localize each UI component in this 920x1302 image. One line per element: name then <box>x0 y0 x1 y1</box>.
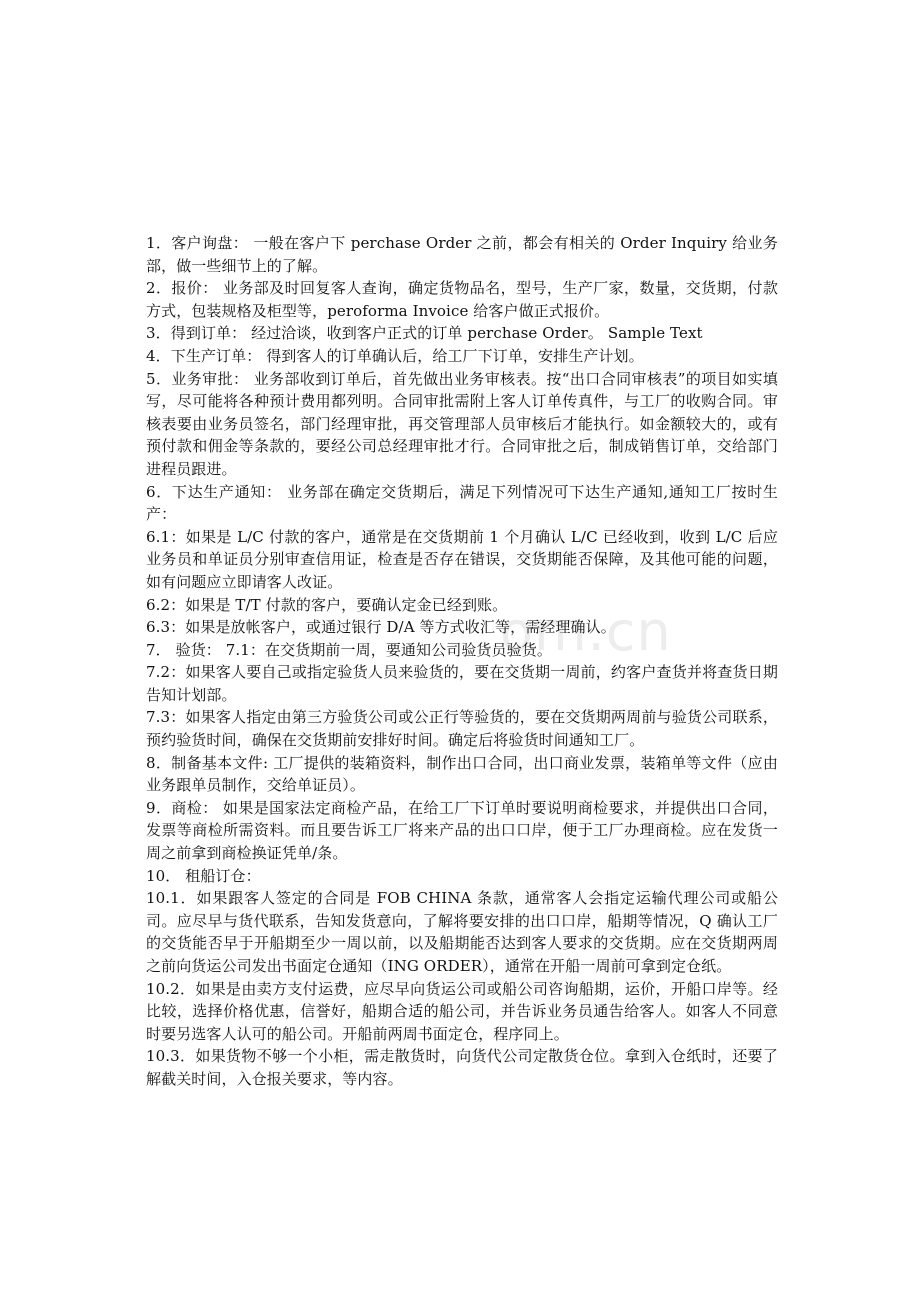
paragraph-7-inspection: 7． 验货： 7.1：在交货期前一周，要通知公司验货员验货。 <box>146 640 552 659</box>
paragraph-10-3-lcl: 10.3．如果货物不够一个小柜，需走散货时，向货代公司定散货仓位。拿到入仓纸时，还要了解截关时间，入仓报关要求，等内容。 <box>146 1047 778 1088</box>
watermark: om.cn <box>500 600 672 663</box>
document-body <box>146 232 778 1091</box>
paragraph-8-documents: 8．制备基本文件: 工厂提供的装箱资料，制作出口合同，出口商业发票，装箱单等文件（应由业务跟单员制作，交给单证员）。 <box>146 753 778 795</box>
paragraph-5-business-approval: 5．业务审批： 业务部收到订单后，首先做出业务审核表。按“出口合同审核表”的项目如实填写，尽可能将各种预计费用都列明。合同审批需附上客人订单传真件，与工厂的收购合同。审核表要由业务员签名，部门经理审批，再交管理部人员审核后才能执行。如金额较大的，或有预付款和佣金等条款的，要经公司总经理审批才行。合同审批之后，制成销售订单，交给部门进程员跟进。 <box>146 369 778 478</box>
paragraph-3-order-received: 3．得到订单： 经过洽谈，收到客户正式的订单 perchase Order。 Sample Text <box>146 324 703 343</box>
paragraph-1-customer-inquiry: 1．客户询盘： 一般在客户下 perchase Order 之前，都会有相关的 Order Inquiry 给业务部，做一些细节上的了解。 <box>146 234 778 275</box>
paragraph-2-quotation: 2．报价： 业务部及时回复客人查询，确定货物品名，型号，生产厂家，数量，交货期，付款方式，包装规格及柜型等，peroforma Invoice 给客户做正式报价。 <box>146 279 778 320</box>
paragraph-10-2-seller-freight: 10.2．如果是由卖方支付运费，应尽早向货运公司或船公司咨询船期，运价，开船口岸等。经比较，选择价格优惠，信誉好，船期合适的船公司，并告诉业务员通告给客人。如客人不同意时要另选客人认可的船公司。开船前两周书面定仓，程序同上。 <box>146 979 778 1043</box>
paragraph-7-2-customer-inspection: 7.2：如果客人要自己或指定验货人员来验货的，要在交货期一周前，约客户查货并将查货日期告知计划部。 <box>146 663 778 704</box>
paragraph-6-1-lc-payment: 6.1：如果是 L/C 付款的客户，通常是在交货期前 1 个月确认 L/C 已经收到，收到 L/C 后应业务员和单证员分别审查信用证，检查是否存在错误，交货期能否保障，及其他可能的问题，如有问题应立即请客人改证。 <box>146 527 778 591</box>
paragraph-6-production-notice: 6．下达生产通知： 业务部在确定交货期后，满足下列情况可下达生产通知,通知工厂按时生产： <box>146 482 778 524</box>
paragraph-4-production-order: 4．下生产订单： 得到客人的订单确认后，给工厂下订单，安排生产计划。 <box>146 346 644 365</box>
paragraph-10-1-fob: 10.1．如果跟客人签定的合同是 FOB CHINA 条款，通常客人会指定运输代理公司或船公司。应尽早与货代联系，告知发货意向，了解将要安排的出口口岸，船期等情况，Q 确认工厂的交货能否早于开船期至少一周以前，以及船期能否达到客人要求的交货期。应在交货期两周之前向货运公司发出书面定仓通知（ING ORDER），通常在开船一周前可拿到定仓纸。 <box>146 889 778 975</box>
paragraph-7-3-third-party-inspection: 7.3：如果客人指定由第三方验货公司或公正行等验货的，要在交货期两周前与验货公司联系，预约验货时间，确保在交货期前安排好时间。确定后将验货时间通知工厂。 <box>146 708 778 750</box>
paragraph-6-2-tt-payment: 6.2：如果是 T/T 付款的客户，要确认定金已经到账。 <box>146 595 508 614</box>
paragraph-10-booking: 10． 租船订仓： <box>146 866 261 885</box>
paragraph-9-commodity-inspection: 9．商检： 如果是国家法定商检产品，在给工厂下订单时要说明商检要求，并提供出口合同，发票等商检所需资料。而且要告诉工厂将来产品的出口口岸，便于工厂办理商检。应在发货一周之前拿到商检换证凭单/条。 <box>146 798 778 863</box>
paragraph-6-3-credit-customer: 6.3：如果是放帐客户，或通过银行 D/A 等方式收汇等，需经理确认。 <box>146 618 616 637</box>
